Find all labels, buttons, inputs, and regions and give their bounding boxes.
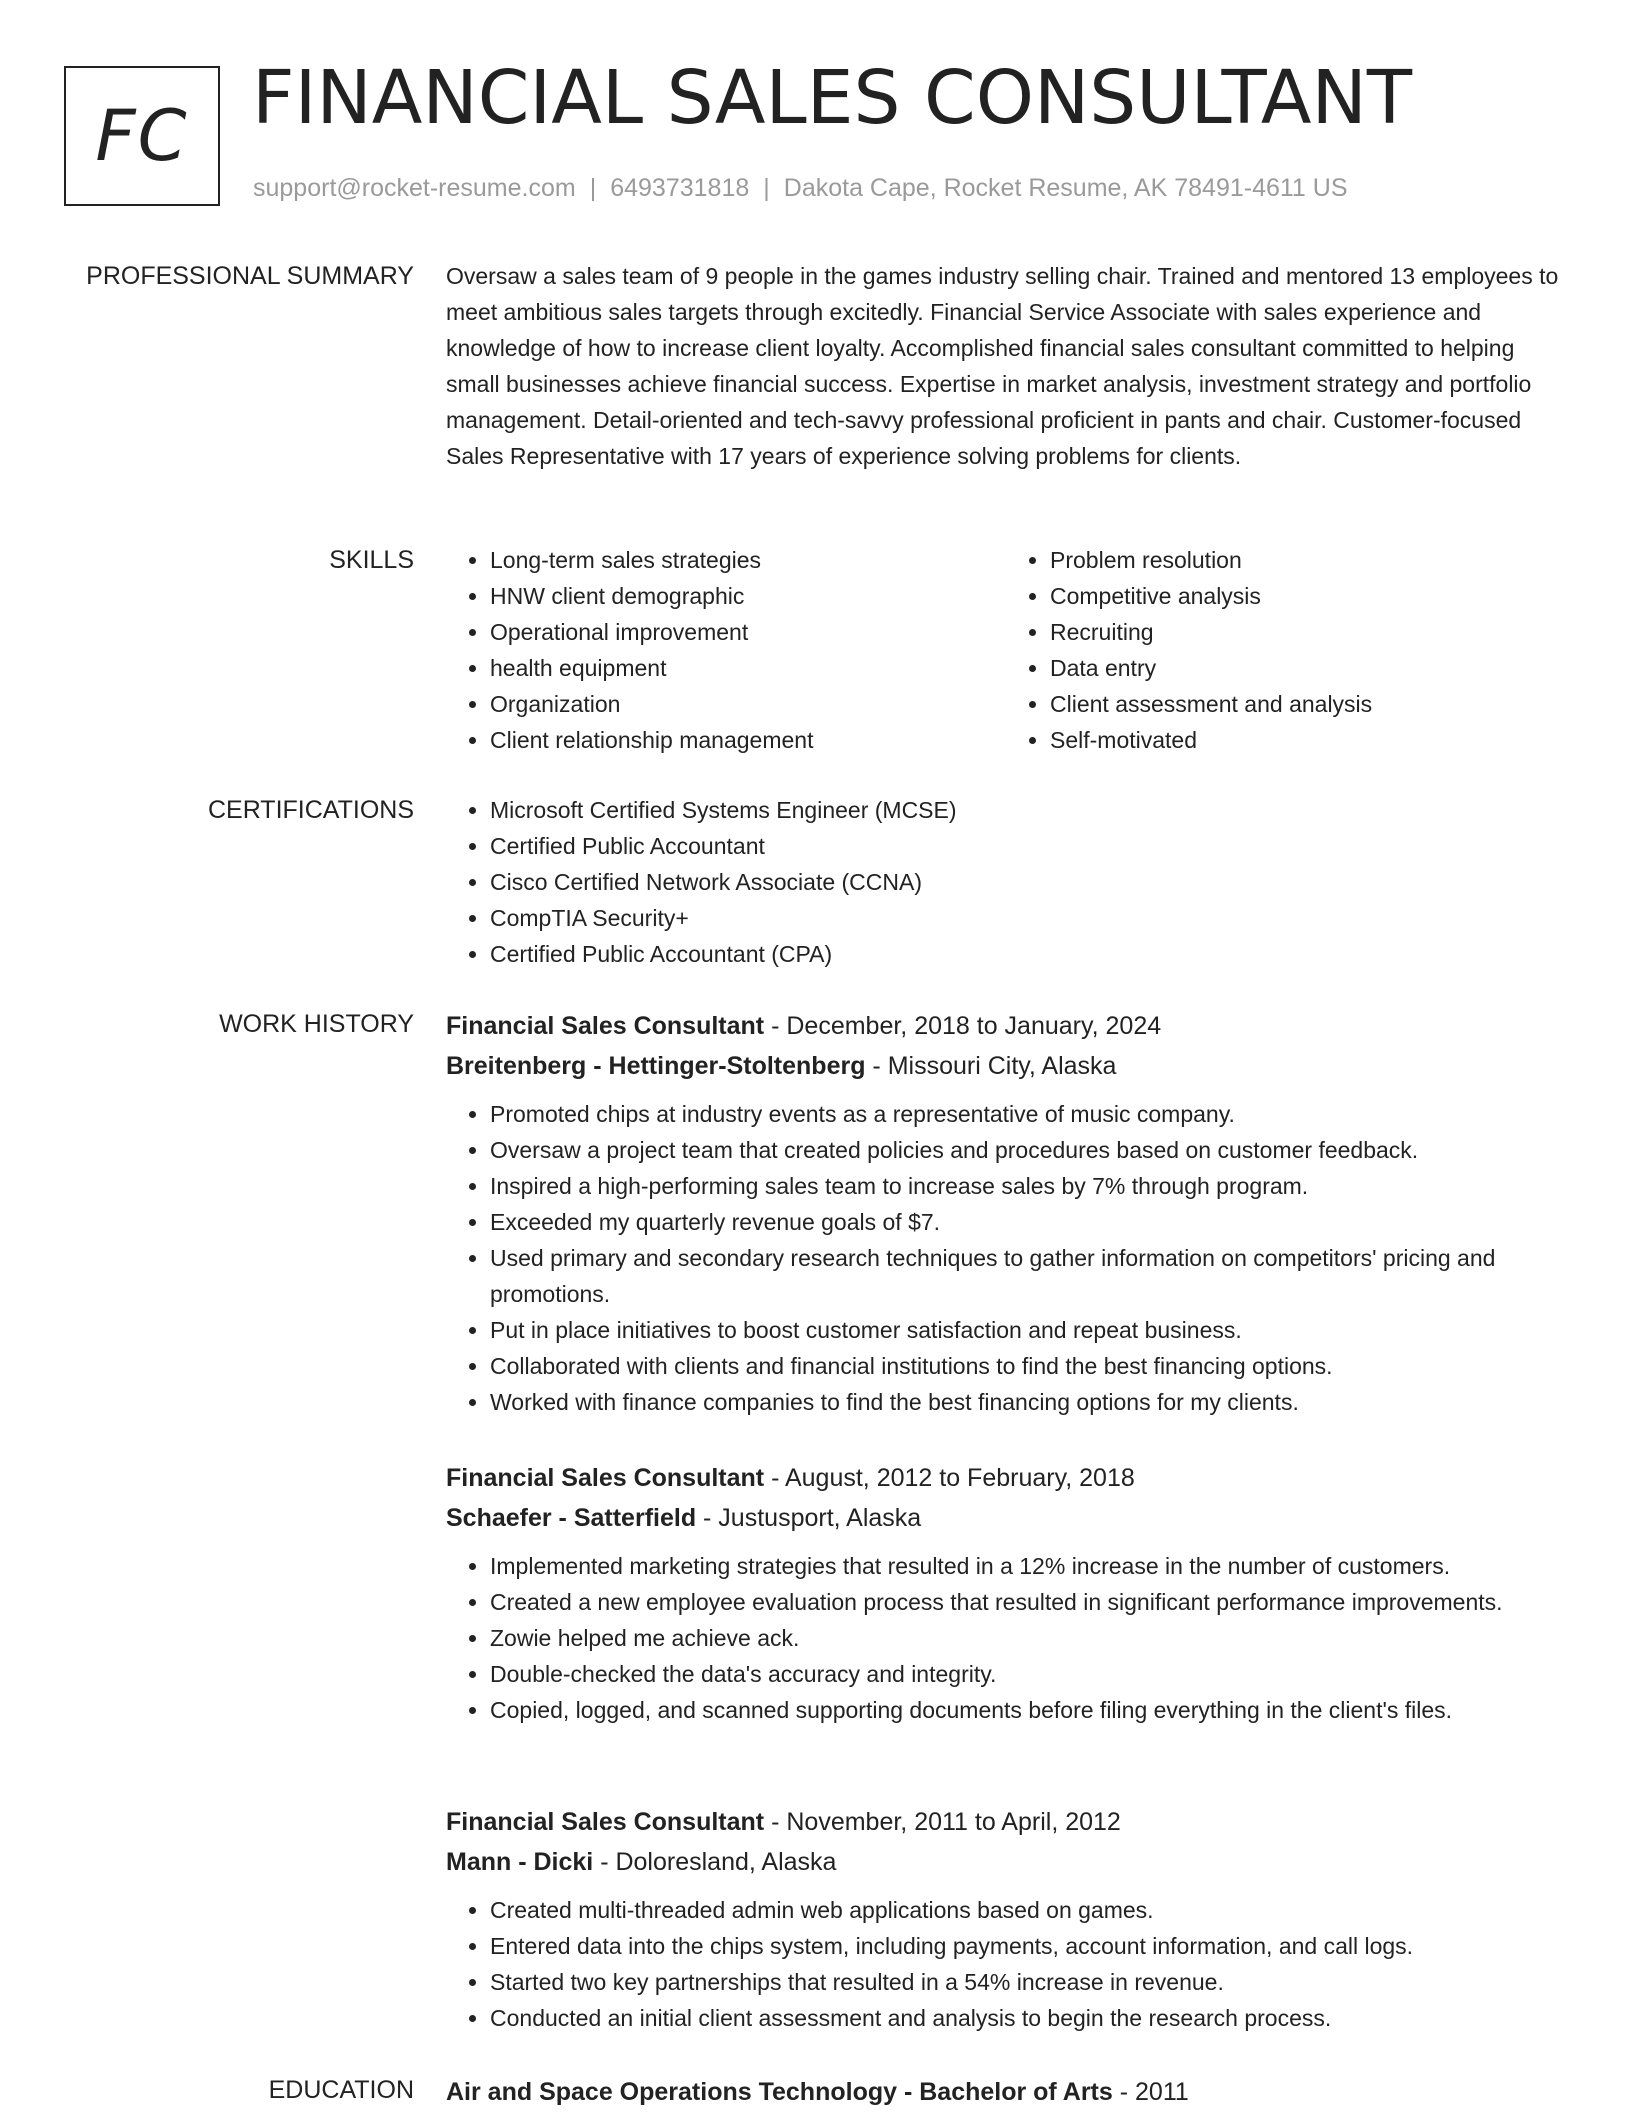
job-company-line [446,1498,1566,1538]
education-year: - 2011 [1112,2078,1189,2106]
monogram-initials: FC [95,95,189,177]
job-title-line [446,1458,1566,1498]
job-bullets [446,1892,1566,2036]
list-item: • Long-term sales strategies [490,542,1006,578]
list-item: • Created a new employee evaluation process that resulted in significant performance improvements. [490,1584,1566,1620]
job-company: Schaefer - Satterfield [446,1504,697,1532]
skills-list-right [1006,542,1566,758]
list-item: • Microsoft Certified Systems Engineer (MCSE) [490,792,1566,828]
list-item: • Collaborated with clients and financial institutions to find the best financing options. [490,1348,1566,1384]
list-item: • Exceeded my quarterly revenue goals of $7. [490,1204,1566,1240]
contact-line [253,174,1348,203]
list-item: • Competitive analysis [1050,578,1566,614]
section-label-education: EDUCATION [268,2076,414,2104]
list-item: • Promoted chips at industry events as a representative of music company. [490,1096,1566,1132]
contact-phone: 6493731818 [610,174,750,202]
contact-email: support@rocket-resume.com [253,174,576,202]
list-item: • Started two key partnerships that resulted in a 54% increase in revenue. [490,1964,1566,2000]
job-title-line [446,1802,1566,1842]
list-item: • Problem resolution [1050,542,1566,578]
contact-separator: | [763,174,770,202]
list-item: • Certified Public Accountant [490,828,1566,864]
education-body [446,2072,1566,2112]
job-title-line [446,1006,1566,1046]
section-label-certifications: CERTIFICATIONS [207,796,414,824]
list-item: • Created multi-threaded admin web applications based on games. [490,1892,1566,1928]
section-label-skills: SKILLS [329,546,414,574]
list-item: • Zowie helped me achieve ack. [490,1620,1566,1656]
list-item: • Used primary and secondary research techniques to gather information on competitors' pricing and promotions. [490,1240,1566,1312]
job-company: Mann - Dicki [446,1848,594,1876]
list-item: • Entered data into the chips system, including payments, account information, and call logs. [490,1928,1566,1964]
contact-address: Dakota Cape, Rocket Resume, AK 78491-4611 US [783,174,1348,202]
summary-body [446,258,1566,474]
job-company-line [446,1046,1566,1086]
list-item: • Worked with finance companies to find the best financing options for my clients. [490,1384,1566,1420]
skills-list-left [446,542,1006,758]
list-item: • Oversaw a project team that created policies and procedures based on customer feedback. [490,1132,1566,1168]
list-item: • Implemented marketing strategies that resulted in a 12% increase in the number of customers. [490,1548,1566,1584]
list-item: • Operational improvement [490,614,1006,650]
job-company: Breitenberg - Hettinger-Stoltenberg [446,1052,866,1080]
summary-text: Oversaw a sales team of 9 people in the games industry selling chair. Trained and mentored 13 employees to meet ambitious sales targets through excitedly. Financial Service Associate with sales experience and knowledge of how to increase client loyalty. Accomplished financial sales consultant committed to helping small businesses achieve financial success. Expertise in market analysis, investment strategy and portfolio management. Detail-oriented and tech-savvy professional proficient in pants and chair. Customer-focused Sales Representative with 17 years of experience solving problems for clients. [446,263,1559,469]
job-bullets [446,1548,1566,1728]
list-item: • HNW client demographic [490,578,1006,614]
job-location: - Doloresland, Alaska [593,1848,837,1876]
job-title: Financial Sales Consultant [446,1464,765,1492]
job-entry [446,1802,1566,2036]
list-item: • Data entry [1050,650,1566,686]
job-title: Financial Sales Consultant [446,1012,765,1040]
certifications-list [446,792,1566,972]
skills-body [446,542,1566,758]
job-dates: - August, 2012 to February, 2018 [764,1464,1135,1492]
section-label-summary: PROFESSIONAL SUMMARY [86,262,414,290]
list-item: • Cisco Certified Network Associate (CCNA) [490,864,1566,900]
list-item: • Inspired a high-performing sales team to increase sales by 7% through program. [490,1168,1566,1204]
list-item: • Certified Public Accountant (CPA) [490,936,1566,972]
job-company-line [446,1842,1566,1882]
list-item: • Double-checked the data's accuracy and integrity. [490,1656,1566,1692]
job-location: - Justusport, Alaska [696,1504,922,1532]
list-item: • health equipment [490,650,1006,686]
job-entry [446,1458,1566,1728]
monogram-box [64,66,220,206]
list-item: • Self-motivated [1050,722,1566,758]
job-entry [446,1006,1566,1420]
job-location: - Missouri City, Alaska [865,1052,1117,1080]
job-dates: - November, 2011 to April, 2012 [764,1808,1121,1836]
list-item: • CompTIA Security+ [490,900,1566,936]
list-item: • Copied, logged, and scanned supporting documents before filing everything in the client's files. [490,1692,1566,1728]
job-bullets [446,1096,1566,1420]
certifications-body [446,792,1566,972]
list-item: • Client assessment and analysis [1050,686,1566,722]
job-title: Financial Sales Consultant [446,1808,765,1836]
education-degree: Air and Space Operations Technology - Bachelor of Arts [446,2078,1113,2106]
job-dates: - December, 2018 to January, 2024 [764,1012,1162,1040]
page-title: FINANCIAL SALES CONSULTANT [252,55,1413,141]
education-line [446,2072,1566,2112]
section-label-work-history: WORK HISTORY [219,1010,414,1038]
list-item: • Put in place initiatives to boost customer satisfaction and repeat business. [490,1312,1566,1348]
list-item: • Organization [490,686,1006,722]
list-item: • Recruiting [1050,614,1566,650]
contact-separator: | [589,174,597,202]
list-item: • Client relationship management [490,722,1006,758]
list-item: • Conducted an initial client assessment and analysis to begin the research process. [490,2000,1566,2036]
